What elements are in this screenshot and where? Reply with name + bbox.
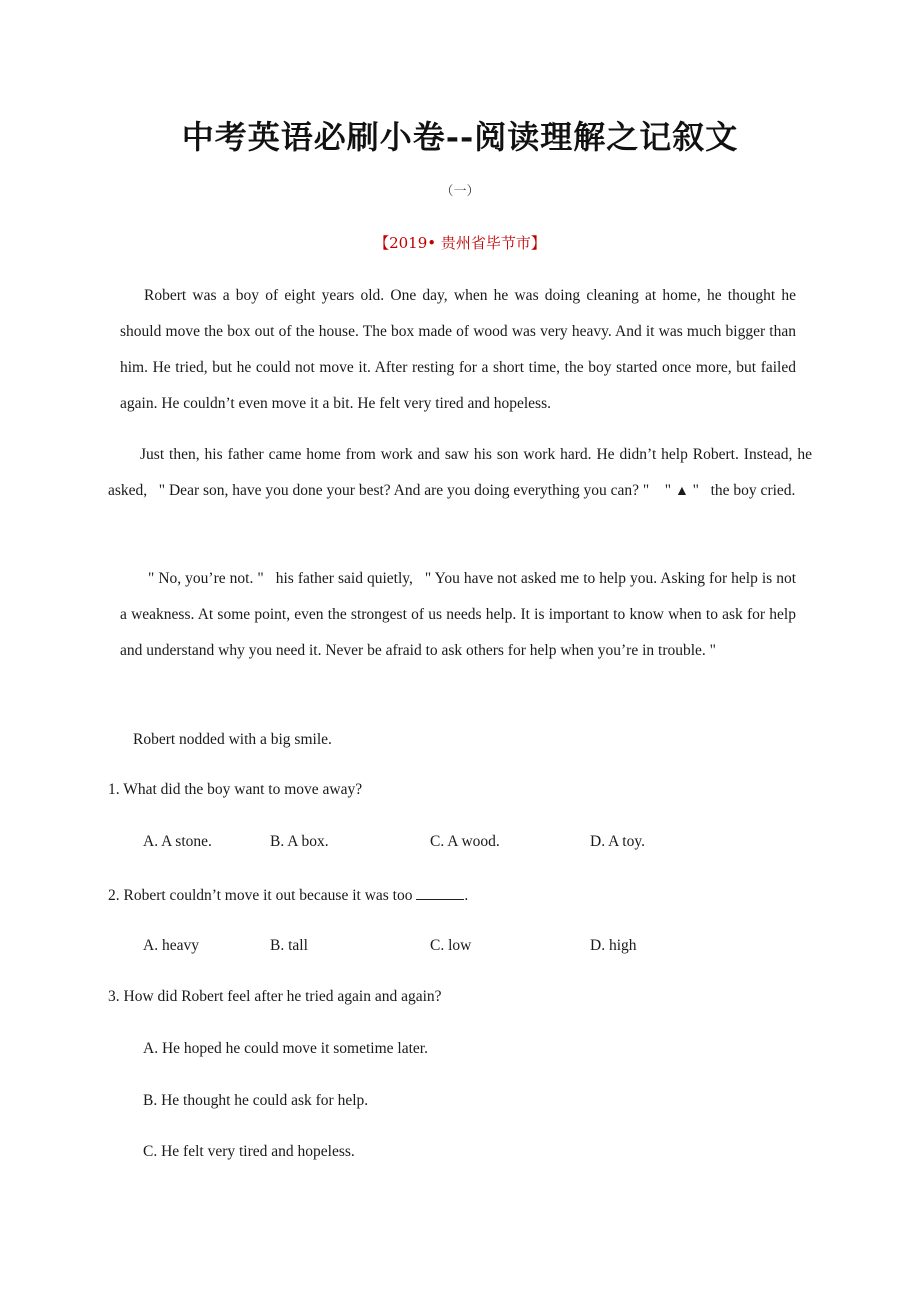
paragraph-2-text-a: Just then, his father came home from work and saw his son work hard. He didn’t help Robert. Instead, he asked, " Dear son, have you done your best? And are you doing everything you can? " ": [108, 446, 812, 499]
passage-paragraph-4: Robert nodded with a big smile.: [133, 731, 332, 748]
question-2-option-a: A. heavy: [143, 937, 199, 954]
question-1-stem: 1. What did the boy want to move away?: [108, 781, 363, 798]
question-3-option-b: B. He thought he could ask for help.: [143, 1092, 369, 1109]
section-number: （一）: [440, 183, 480, 198]
question-3-option-a: A. He hoped he could move it sometime later.: [143, 1040, 428, 1057]
question-2-option-c: C. low: [430, 937, 472, 954]
paragraph-2-text-b: " the boy cried.: [692, 482, 796, 499]
question-2-stem: [108, 885, 468, 905]
question-2-option-d: D. high: [590, 937, 637, 954]
question-1-option-c: C. A wood.: [430, 833, 500, 850]
question-2-stem-end: .: [464, 887, 469, 904]
passage-paragraph-3: " No, you’re not. " his father said quietly, " You have not asked me to help you. Asking for help is not a weakness. At some point, even the strongest of us needs help. It is important to know when to ask for help and understand why you need it. Never be afraid to ask others for help when you’re in trouble. ": [120, 570, 796, 659]
page-title: 中考英语必刷小卷--阅读理解之记叙文: [181, 118, 739, 156]
question-2-stem-text: 2. Robert couldn’t move it out because it was too: [108, 887, 413, 904]
triangle-blank-icon: ▲: [674, 484, 689, 499]
question-3-stem: 3. How did Robert feel after he tried again and again?: [108, 988, 442, 1005]
question-2-option-b: B. tall: [270, 937, 308, 954]
question-1-option-b: B. A box.: [270, 833, 329, 850]
passage-paragraph-2: [108, 437, 812, 510]
answer-blank: [416, 885, 464, 900]
question-3-option-c: C. He felt very tired and hopeless.: [143, 1143, 355, 1160]
exam-source-label: 【2019• 贵州省毕节市】: [374, 234, 546, 252]
question-1-option-d: D. A toy.: [590, 833, 645, 850]
question-1-option-a: A. A stone.: [143, 833, 212, 850]
passage-paragraph-1: Robert was a boy of eight years old. One day, when he was doing cleaning at home, he thought he should move the box out of the house. The box made of wood was very heavy. And it was much bigger than him. He tried, but he could not move it. After resting for a short time, the boy started once more, but failed again. He couldn’t even move it a bit. He felt very tired and hopeless.: [120, 287, 796, 412]
